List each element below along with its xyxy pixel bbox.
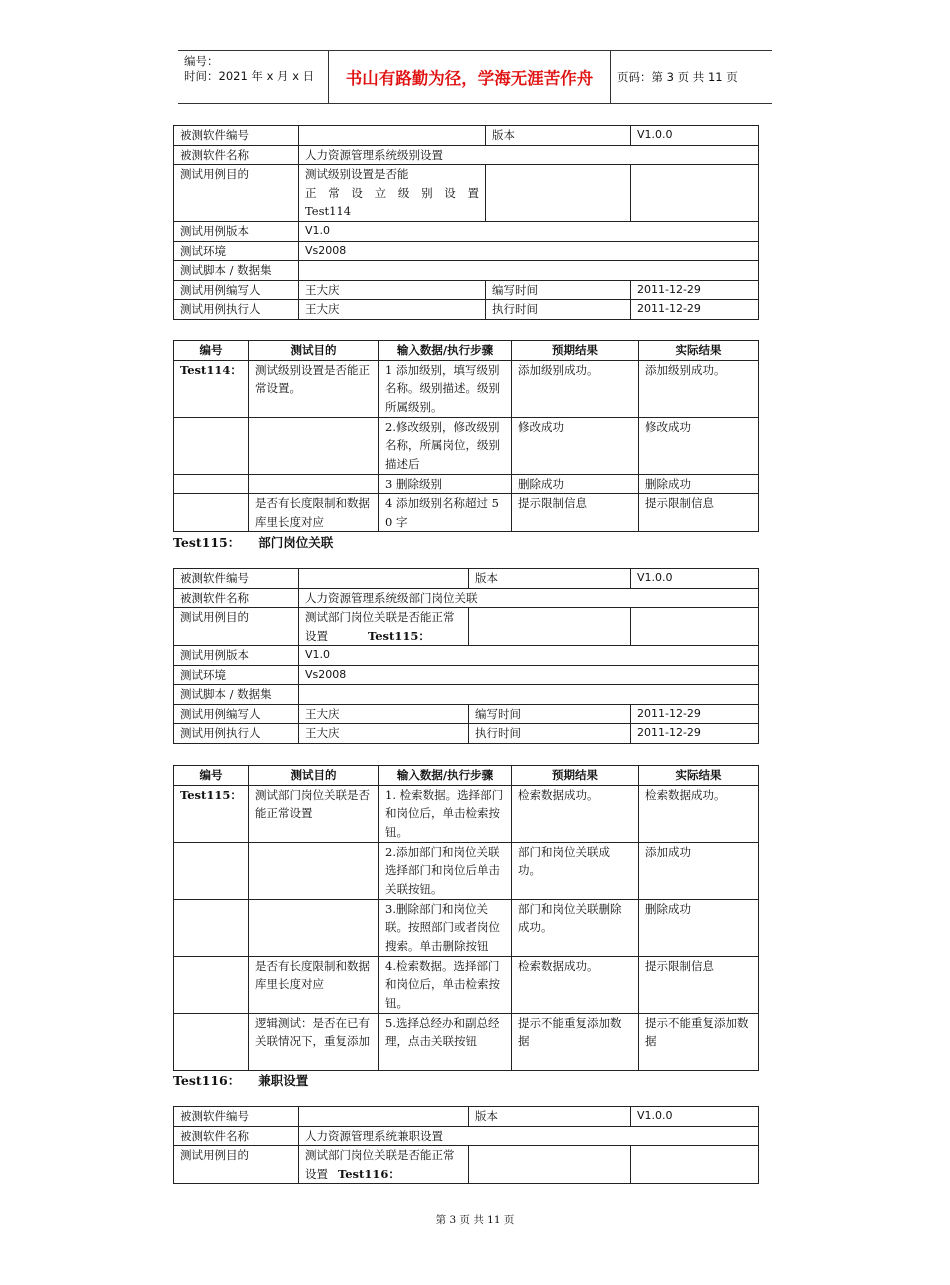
column-header: 输入数据/执行步骤 [379, 766, 512, 786]
value-cell [299, 685, 759, 705]
column-header: 测试目的 [249, 766, 379, 786]
column-header: 输入数据/执行步骤 [379, 341, 512, 361]
label-cell: 被测软件编号 [174, 1107, 299, 1127]
value-cell: 2011-12-29 [631, 280, 759, 300]
case-expected: 修改成功 [512, 417, 639, 474]
purpose-line: Test114 [305, 204, 352, 218]
table-row [174, 646, 759, 666]
case-id [174, 1013, 249, 1070]
value-cell: V1.0.0 [631, 1107, 759, 1127]
table-row [174, 1146, 759, 1184]
label-cell: 被测软件编号 [174, 569, 299, 589]
case-step: 2.修改级别，修改级别名称，所属岗位，级别描述后 [379, 417, 512, 474]
label-cell: 版本 [486, 126, 631, 146]
case-actual: 删除成功 [639, 899, 759, 956]
value-cell [299, 569, 469, 589]
case-actual: 检索数据成功。 [639, 785, 759, 842]
purpose-line: 测试级别设置是否能 [305, 167, 409, 181]
case-purpose: 逻辑测试：是否在已有关联情况下，重复添加 [249, 1013, 379, 1070]
purpose-line: 正常设立级别设置 [305, 185, 479, 200]
header-number-label: 编号： [184, 54, 219, 68]
case-expected: 添加级别成功。 [512, 360, 639, 417]
table-row [174, 608, 759, 646]
header-meta [178, 51, 329, 103]
table-row [174, 474, 759, 494]
case-purpose: 测试级别设置是否能正常设置。 [249, 360, 379, 417]
cases-table-2 [173, 765, 759, 1071]
header-time-label: 时间：2021 年 x 月 x 日 [184, 69, 315, 83]
page-footer: 第 3 页 共 11 页 [435, 1214, 515, 1226]
section-id: Test115： [173, 535, 241, 550]
value-cell: 人力资源管理系统兼职设置 [299, 1126, 759, 1146]
label-cell: 测试用例执行人 [174, 300, 299, 320]
label-cell: 测试用例版本 [174, 222, 299, 242]
case-expected: 部门和岗位关联成功。 [512, 842, 639, 899]
table-row [174, 685, 759, 705]
case-purpose [249, 842, 379, 899]
case-id: Test114： [174, 360, 249, 417]
case-expected: 检索数据成功。 [512, 785, 639, 842]
table-row [174, 165, 759, 222]
table-row [174, 1126, 759, 1146]
empty-cell [631, 608, 759, 646]
value-cell [299, 1146, 469, 1184]
case-expected: 删除成功 [512, 474, 639, 494]
case-id [174, 956, 249, 1013]
purpose-id: Test115： [368, 628, 430, 643]
case-id: Test115： [174, 785, 249, 842]
section-title-test116 [173, 1071, 308, 1089]
case-step: 2.添加部门和岗位关联选择部门和岗位后单击关联按钮。 [379, 842, 512, 899]
table-row [174, 569, 759, 589]
value-cell [299, 126, 486, 146]
column-header: 编号 [174, 341, 249, 361]
value-cell: 王大庆 [299, 300, 486, 320]
case-actual: 修改成功 [639, 417, 759, 474]
value-cell: 人力资源管理系统级别设置 [299, 145, 759, 165]
case-id [174, 494, 249, 532]
label-cell: 测试环境 [174, 665, 299, 685]
case-id [174, 899, 249, 956]
label-cell: 测试用例目的 [174, 608, 299, 646]
case-actual: 删除成功 [639, 474, 759, 494]
table-row [174, 724, 759, 744]
table-row [174, 588, 759, 608]
value-cell: 王大庆 [299, 280, 486, 300]
case-step: 4 添加级别名称超过 50 字 [379, 494, 512, 532]
case-expected: 提示限制信息 [512, 494, 639, 532]
column-header: 编号 [174, 766, 249, 786]
table-row [174, 261, 759, 281]
value-cell: Vs2008 [299, 241, 759, 261]
table-row [174, 899, 759, 956]
section-name: 部门岗位关联 [258, 535, 334, 550]
table-row [174, 665, 759, 685]
case-purpose: 是否有长度限制和数据库里长度对应 [249, 494, 379, 532]
case-expected: 检索数据成功。 [512, 956, 639, 1013]
column-header: 测试目的 [249, 341, 379, 361]
table-row [174, 280, 759, 300]
case-id [174, 417, 249, 474]
label-cell: 测试脚本 / 数据集 [174, 685, 299, 705]
case-expected: 提示不能重复添加数据 [512, 1013, 639, 1070]
label-cell: 被测软件名称 [174, 588, 299, 608]
table-row [174, 417, 759, 474]
case-step: 3.删除部门和岗位关联。按照部门或者岗位搜索。单击删除按钮 [379, 899, 512, 956]
empty-cell [469, 608, 631, 646]
section-title-test115 [173, 533, 333, 551]
value-cell: 王大庆 [299, 704, 469, 724]
label-cell: 测试用例目的 [174, 1146, 299, 1184]
label-cell: 测试脚本 / 数据集 [174, 261, 299, 281]
case-step: 5.选择总经办和副总经理，点击关联按钮 [379, 1013, 512, 1070]
table-header-row [174, 341, 759, 361]
empty-cell [631, 1146, 759, 1184]
column-header: 实际结果 [639, 341, 759, 361]
case-actual: 添加成功 [639, 842, 759, 899]
table-row [174, 222, 759, 242]
case-actual: 提示限制信息 [639, 494, 759, 532]
table-header-row [174, 766, 759, 786]
purpose-text: 测试部门岗位关联是否能正常设置 [305, 610, 455, 643]
label-cell: 测试用例版本 [174, 646, 299, 666]
value-cell: 2011-12-29 [631, 300, 759, 320]
column-header: 预期结果 [512, 341, 639, 361]
value-cell: 人力资源管理系统级部门岗位关联 [299, 588, 759, 608]
label-cell: 被测软件编号 [174, 126, 299, 146]
page-header [178, 50, 772, 104]
case-actual: 提示限制信息 [639, 956, 759, 1013]
label-cell: 执行时间 [469, 724, 631, 744]
value-cell: V1.0 [299, 646, 759, 666]
value-cell [299, 261, 759, 281]
value-cell: 王大庆 [299, 724, 469, 744]
label-cell: 测试用例目的 [174, 165, 299, 222]
table-row [174, 1013, 759, 1070]
label-cell: 测试环境 [174, 241, 299, 261]
empty-cell [469, 1146, 631, 1184]
case-step: 1. 检索数据。选择部门和岗位后，单击检索按钮。 [379, 785, 512, 842]
table-row [174, 300, 759, 320]
label-cell: 执行时间 [486, 300, 631, 320]
table-row [174, 956, 759, 1013]
case-purpose [249, 417, 379, 474]
empty-cell [631, 165, 759, 222]
table-row [174, 145, 759, 165]
info-table-3 [173, 1106, 759, 1184]
table-row [174, 842, 759, 899]
case-purpose: 是否有长度限制和数据库里长度对应 [249, 956, 379, 1013]
value-cell: V1.0.0 [631, 126, 759, 146]
case-id [174, 474, 249, 494]
label-cell: 版本 [469, 1107, 631, 1127]
label-cell: 测试用例编写人 [174, 704, 299, 724]
case-step: 4.检索数据。选择部门和岗位后，单击检索按钮。 [379, 956, 512, 1013]
case-step: 3 删除级别 [379, 474, 512, 494]
table-row [174, 126, 759, 146]
value-cell [299, 165, 486, 222]
value-cell: V1.0.0 [631, 569, 759, 589]
table-row [174, 704, 759, 724]
case-step: 1 添加级别，填写级别名称。级别描述。级别所属级别。 [379, 360, 512, 417]
case-purpose [249, 899, 379, 956]
column-header: 实际结果 [639, 766, 759, 786]
value-cell: 2011-12-29 [631, 724, 759, 744]
value-cell [299, 608, 469, 646]
label-cell: 编写时间 [486, 280, 631, 300]
label-cell: 测试用例执行人 [174, 724, 299, 744]
case-id [174, 842, 249, 899]
section-name: 兼职设置 [258, 1073, 309, 1088]
info-table-1 [173, 125, 759, 320]
cases-table-1 [173, 340, 759, 532]
case-actual: 提示不能重复添加数据 [639, 1013, 759, 1070]
value-cell: Vs2008 [299, 665, 759, 685]
table-row [174, 785, 759, 842]
info-table-2 [173, 568, 759, 744]
table-row [174, 1107, 759, 1127]
table-row [174, 241, 759, 261]
column-header: 预期结果 [512, 766, 639, 786]
label-cell: 测试用例编写人 [174, 280, 299, 300]
case-actual: 添加级别成功。 [639, 360, 759, 417]
value-cell: 2011-12-29 [631, 704, 759, 724]
purpose-text: 测试部门岗位关联是否能正常设置 [305, 1148, 455, 1181]
case-purpose: 测试部门岗位关联是否能正常设置 [249, 785, 379, 842]
table-row [174, 494, 759, 532]
table-row [174, 360, 759, 417]
label-cell: 版本 [469, 569, 631, 589]
purpose-id: Test116： [338, 1166, 400, 1181]
label-cell: 被测软件名称 [174, 145, 299, 165]
case-expected: 部门和岗位关联删除成功。 [512, 899, 639, 956]
value-cell [299, 1107, 469, 1127]
value-cell: V1.0 [299, 222, 759, 242]
header-page-info: 页码：第 3 页 共 11 页 [617, 70, 738, 84]
section-id: Test116： [173, 1073, 241, 1088]
label-cell: 编写时间 [469, 704, 631, 724]
label-cell: 被测软件名称 [174, 1126, 299, 1146]
empty-cell [486, 165, 631, 222]
case-purpose [249, 474, 379, 494]
header-motto: 书山有路勤为径，学海无涯苦作舟 [329, 51, 611, 103]
